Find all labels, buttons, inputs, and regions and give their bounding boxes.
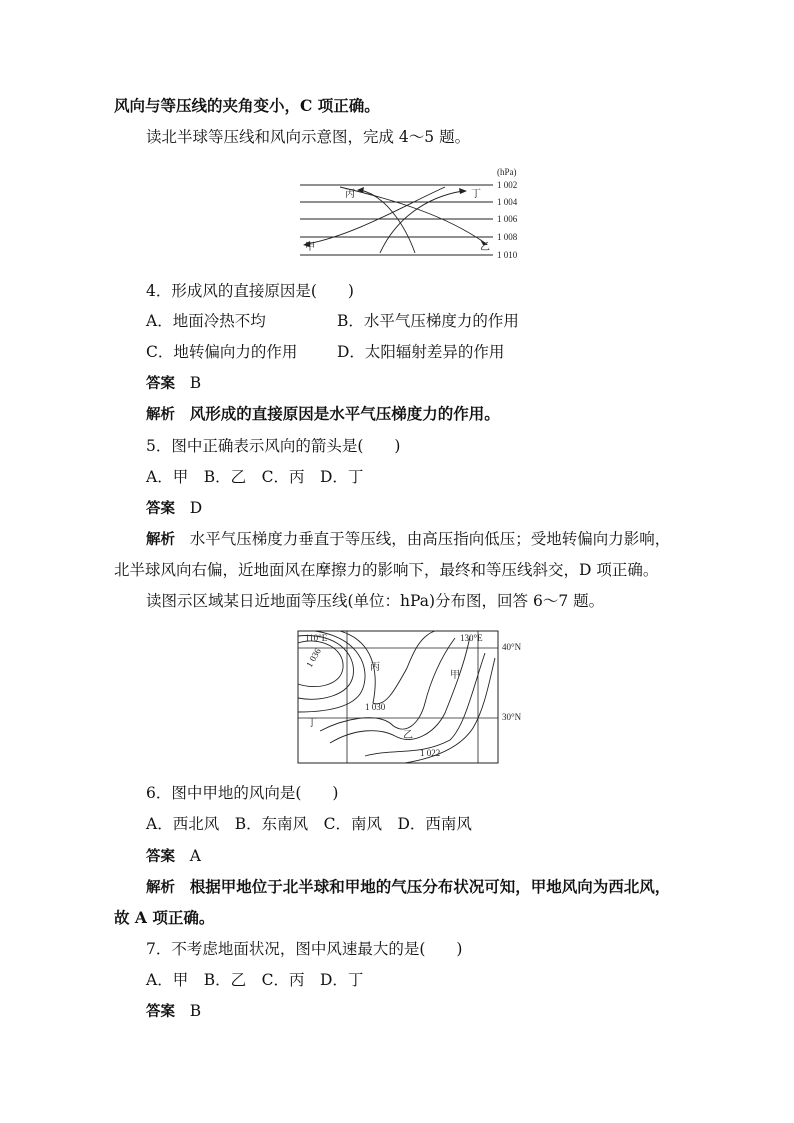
q7-answer-row (146, 1000, 201, 1023)
q7-options: A．甲 B．乙 C．丙 D．丁 (146, 971, 364, 989)
isobar-1004: 1 004 (497, 197, 518, 207)
isobar-wind-figure (295, 165, 535, 265)
q4-option-c: C．地转偏向力的作用 (146, 343, 298, 361)
figure2-label-jia: 甲 (450, 670, 460, 681)
figure1-unit: (hPa) (497, 167, 517, 177)
q6-answer: A (189, 847, 201, 865)
figure1-label-bing: 丙 (345, 189, 355, 200)
answer-label: 答案 (146, 1004, 175, 1020)
lon-130e: 130°E (460, 633, 483, 643)
lat-30n: 30°N (502, 712, 522, 722)
analysis-label: 解析 (146, 880, 175, 896)
q67-intro: 读图示区域某日近地面等压线(单位：hPa)分布图，回答 6～7 题。 (146, 592, 605, 610)
isobar-1008: 1 008 (497, 232, 518, 242)
analysis-label: 解析 (146, 532, 175, 548)
q4-analysis-row (146, 403, 500, 426)
q7-stem: 7．不考虑地面状况，图中风速最大的是( ) (146, 940, 463, 958)
answer-label: 答案 (146, 849, 175, 865)
answer-label: 答案 (146, 376, 175, 392)
continuation-text: 风向与等压线的夹角变小，C 项正确。 (114, 96, 380, 115)
isobar-1010: 1 010 (497, 250, 518, 260)
isobar-1006: 1 006 (497, 214, 518, 224)
q5-answer: D (189, 499, 203, 517)
q5-analysis-line2: 北半球风向右偏，近地面风在摩擦力的影响下，最终和等压线斜交，D 项正确。 (114, 561, 659, 579)
isobar-1036: 1 036 (304, 646, 323, 669)
isobar-1022: 1 022 (420, 748, 441, 758)
q5-stem: 5．图中正确表示风向的箭头是( ) (146, 437, 401, 455)
analysis-label: 解析 (146, 407, 175, 423)
q4-answer-row (146, 372, 201, 395)
q5-analysis-row (146, 528, 670, 551)
q4-option-d: D．太阳辐射差异的作用 (337, 343, 505, 361)
q4-answer: B (189, 374, 202, 392)
figure1-label-ding: 丁 (471, 189, 481, 200)
lon-110e: 110°E (305, 633, 328, 643)
q5-options: A．甲 B．乙 C．丙 D．丁 (146, 468, 364, 486)
q5-analysis-line1: 水平气压梯度力垂直于等压线，由高压指向低压；受地转偏向力影响， (189, 530, 671, 548)
isobar-map-figure (295, 628, 535, 768)
figure2-label-ding: 丁 (307, 718, 317, 729)
isobar-1030: 1 030 (365, 702, 386, 712)
q6-stem: 6．图中甲地的风向是( ) (146, 784, 339, 802)
q6-options: A．西北风 B．东南风 C．南风 D．西南风 (146, 815, 472, 833)
q7-answer: B (189, 1002, 202, 1020)
q5-answer-row (146, 497, 202, 520)
q4-option-a: A．地面冷热不均 (146, 312, 266, 330)
figure2-label-bing: 丙 (370, 662, 380, 673)
q6-analysis-row (146, 876, 670, 899)
q6-analysis-line2: 故 A 项正确。 (114, 908, 215, 927)
q4-stem: 4．形成风的直接原因是( ) (146, 282, 354, 300)
answer-label: 答案 (146, 501, 175, 517)
q6-analysis-line1: 根据甲地位于北半球和甲地的气压分布状况可知，甲地风向为西北风， (189, 877, 671, 896)
lat-40n: 40°N (502, 642, 522, 652)
figure1-label-yi: 乙 (480, 242, 490, 253)
q6-answer-row (146, 845, 201, 868)
q45-intro: 读北半球等压线和风向示意图，完成 4～5 题。 (146, 128, 471, 146)
q4-analysis: 风形成的直接原因是水平气压梯度力的作用。 (189, 404, 500, 423)
isobar-1002: 1 002 (497, 180, 518, 190)
q4-option-b: B．水平气压梯度力的作用 (337, 312, 519, 330)
figure2-label-yi: 乙 (403, 730, 413, 741)
figure1-label-jia: 甲 (305, 242, 315, 253)
